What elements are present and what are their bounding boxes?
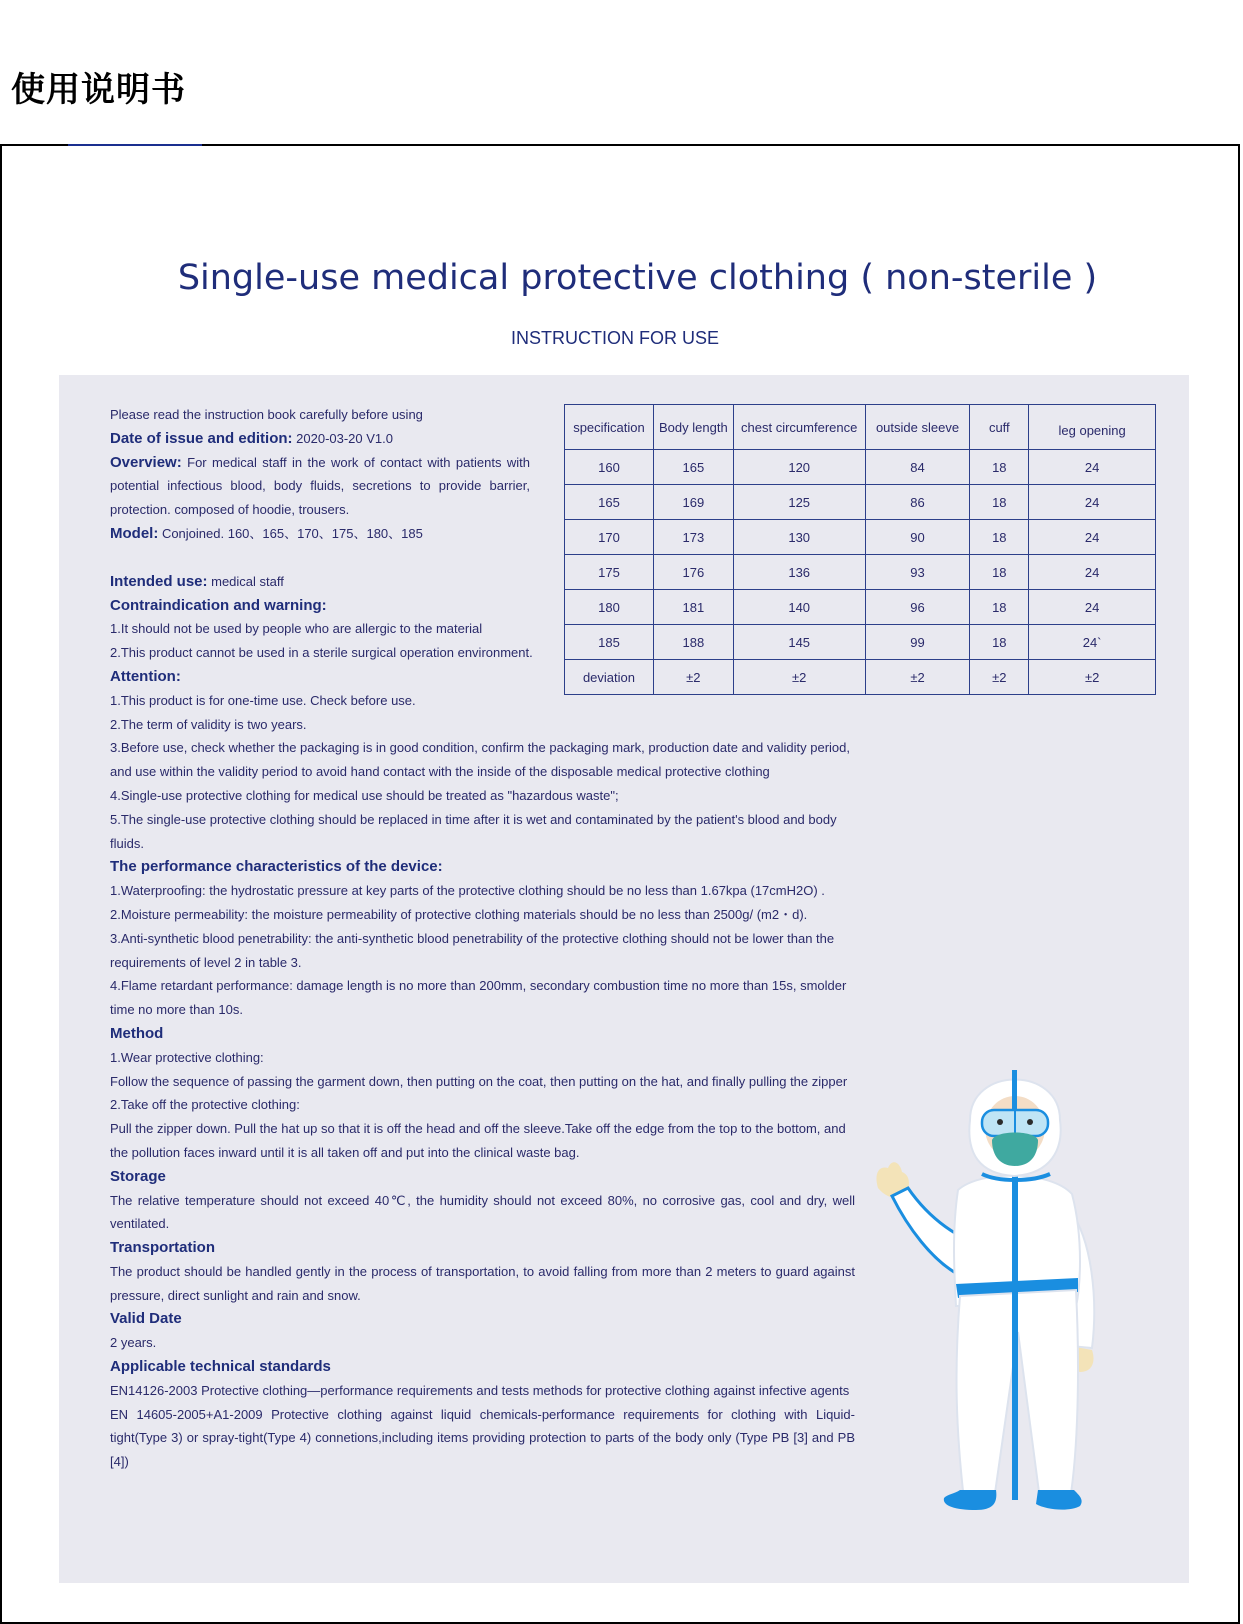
table-cell: 140 (733, 590, 865, 625)
performance-heading: The performance characteristics of the device: (110, 858, 443, 876)
table-cell: 24 (1029, 520, 1156, 555)
column-header: Body length (653, 405, 733, 450)
date-label: Date of issue and edition: (110, 429, 293, 447)
method-heading: Method (110, 1024, 164, 1042)
storage-heading: Storage (110, 1167, 166, 1185)
overview (110, 451, 530, 522)
attention-item: 1.This product is for one-time use. Check before use. (110, 692, 416, 708)
attention-heading: Attention: (110, 667, 181, 685)
table-cell: ±2 (653, 660, 733, 695)
date-value: 2020-03-20 V1.0 (292, 430, 393, 446)
table-cell: 180 (565, 590, 654, 625)
column-header: chest circumference (733, 405, 865, 450)
column-header: specification (565, 405, 654, 450)
medical-worker-in-protective-suit-icon (870, 1070, 1130, 1540)
table-cell: 18 (970, 590, 1029, 625)
model-label: Model: (110, 524, 159, 542)
table-header-row (565, 405, 1156, 450)
contra-item: 2.This product cannot be used in a sterile surgical operation environment. (110, 645, 533, 661)
table-cell: ±2 (970, 660, 1029, 695)
document-subtitle: INSTRUCTION FOR USE (510, 328, 719, 348)
attention-item: 2.The term of validity is two years. (110, 716, 307, 732)
table-cell: 18 (970, 520, 1029, 555)
method-item: 2.Take off the protective clothing: (110, 1097, 300, 1113)
table-row (565, 485, 1156, 520)
standard-item: EN 14605-2005+A1-2009 Protective clothing against liquid chemicals-performance requirements for clothing with Liquid-tight(Type 3) or spray-tight(Type 4) connetions,including items providing protection to parts of the body only (Type PB [3] and PB [4]) (110, 1406, 855, 1470)
attention-item: 3.Before use, check whether the packaging is in good condition, confirm the packaging mark, production date and validity period, and use within the validity period to avoid hand contact with the inside of the disposable medical protective clothing (110, 740, 850, 780)
table-cell: 176 (653, 555, 733, 590)
table-cell: 130 (733, 520, 865, 555)
valid-heading: Valid Date (110, 1310, 182, 1328)
frame-accent-line (68, 144, 202, 146)
table-cell: 24 (1029, 450, 1156, 485)
table-cell: 125 (733, 485, 865, 520)
contra-heading: Contraindication and warning: (110, 596, 327, 614)
model-text: Conjoined. 160、165、170、175、180、185 (158, 525, 423, 541)
overview-text: For medical staff in the work of contact with patients with potential infectious blood, body fluids, secretions to provide barrier, protection. composed of hoodie, trousers. (110, 454, 530, 518)
table-cell: 86 (865, 485, 970, 520)
storage-text: The relative temperature should not exceed 40℃, the humidity should not exceed 80%, no corrosive gas, cool and dry, well ventilated. (110, 1192, 855, 1232)
table-cell: 120 (733, 450, 865, 485)
table-cell: 173 (653, 520, 733, 555)
method-item: Follow the sequence of passing the garment down, then putting on the coat, then putting on the hat, and finally pulling the zipper (110, 1073, 848, 1089)
table-cell: 18 (970, 555, 1029, 590)
standards-heading: Applicable technical standards (110, 1358, 331, 1376)
table-cell: 160 (565, 450, 654, 485)
table-row (565, 660, 1156, 695)
intended-text: medical staff (207, 573, 284, 589)
performance-item: 1.Waterproofing: the hydrostatic pressure at key parts of the protective clothing should be no less than 1.67kpa (17cmH2O) . (110, 883, 825, 899)
column-header: cuff (970, 405, 1029, 450)
document-title: Single-use medical protective clothing ( non-sterile ) (177, 258, 1098, 298)
overview-label: Overview: (110, 453, 182, 471)
table-cell: deviation (565, 660, 654, 695)
table-cell: 96 (865, 590, 970, 625)
table-cell: ±2 (733, 660, 865, 695)
table-cell: 24` (1029, 625, 1156, 660)
method-item: 1.Wear protective clothing: (110, 1049, 264, 1065)
column-header: leg opening (1029, 405, 1156, 450)
method-item: Pull the zipper down. Pull the hat up so that it is off the head and off the sleeve.Take off the edge from the top to the bottom, and the pollution faces inward until it is all taken off and put into the clinical waste bag. (110, 1121, 846, 1160)
size-spec-table (564, 404, 1156, 695)
attention-item: 4.Single-use protective clothing for medical use should be treated as "hazardous waste"; (110, 787, 619, 803)
page-heading: 使用说明书 (11, 70, 186, 110)
table-cell: 93 (865, 555, 970, 590)
transport-text: The product should be handled gently in the process of transportation, to avoid falling from more than 2 meters to guard against pressure, direct sunlight and rain and snow. (110, 1263, 855, 1303)
table-cell: ±2 (1029, 660, 1156, 695)
table-cell: 188 (653, 625, 733, 660)
table-cell: 165 (565, 485, 654, 520)
table-row (565, 450, 1156, 485)
table-row (565, 555, 1156, 590)
intended-label: Intended use: (110, 572, 208, 590)
table-row (565, 590, 1156, 625)
valid-text: 2 years. (110, 1335, 157, 1351)
table-cell: 18 (970, 625, 1029, 660)
table-cell: 18 (970, 485, 1029, 520)
table-cell: 18 (970, 450, 1029, 485)
table-cell: 165 (653, 450, 733, 485)
transport-heading: Transportation (110, 1239, 216, 1257)
table-cell: 84 (865, 450, 970, 485)
performance-item: 2.Moisture permeability: the moisture permeability of protective clothing materials should be no less than 2500g/ (m2・d). (110, 906, 808, 922)
table-cell: 145 (733, 625, 865, 660)
read-note: Please read the instruction book carefully before using (110, 407, 423, 422)
attention-item: 5.The single-use protective clothing should be replaced in time after it is wet and contaminated by the patient's blood and body fluids. (110, 811, 837, 851)
table-cell: 170 (565, 520, 654, 555)
performance-item: 3.Anti-synthetic blood penetrability: the anti-synthetic blood penetrability of the protective clothing should not be lower than the requirements of level 2 in table 3. (110, 930, 835, 970)
standard-item: EN14126-2003 Protective clothing—performance requirements and tests methods for protective clothing against infective agents (110, 1382, 850, 1398)
table-cell: 169 (653, 485, 733, 520)
table-cell: ±2 (865, 660, 970, 695)
table-cell: 185 (565, 625, 654, 660)
table-cell: 24 (1029, 590, 1156, 625)
contra-item: 1.It should not be used by people who are allergic to the material (110, 621, 483, 637)
performance-item: 4.Flame retardant performance: damage length is no more than 200mm, secondary combustion time no more than 15s, smolder time no more than 10s. (110, 978, 847, 1018)
table-row (565, 520, 1156, 555)
table-cell: 24 (1029, 485, 1156, 520)
table-row (565, 625, 1156, 660)
table-cell: 90 (865, 520, 970, 555)
column-header: outside sleeve (865, 405, 970, 450)
table-cell: 24 (1029, 555, 1156, 590)
table-cell: 136 (733, 555, 865, 590)
table-cell: 175 (565, 555, 654, 590)
table-cell: 181 (653, 590, 733, 625)
table-cell: 99 (865, 625, 970, 660)
